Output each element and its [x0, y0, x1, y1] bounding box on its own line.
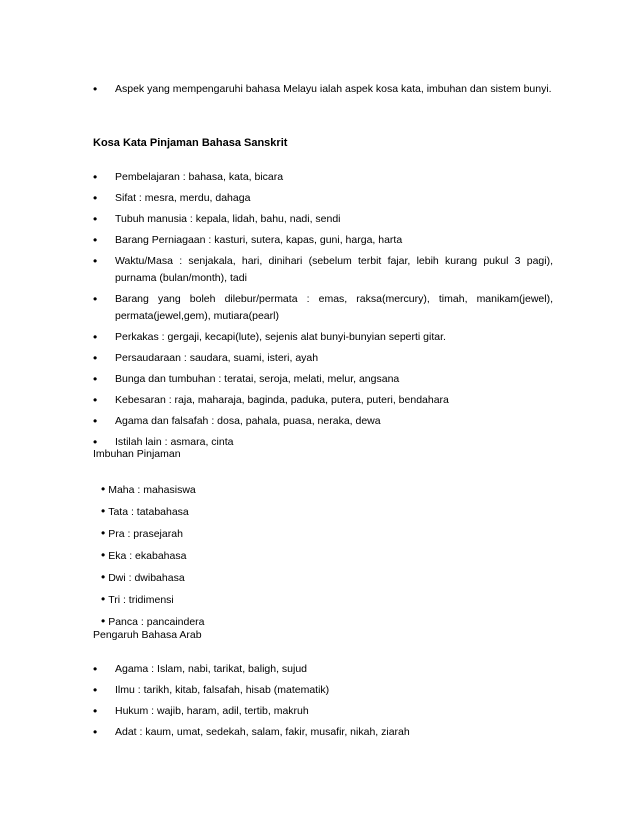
section-heading-arab: Pengaruh Bahasa Arab: [93, 629, 202, 641]
list-item: • Barang yang boleh dilebur/permata : emas, raksa(mercury), timah, manikam(jewel), permata(jewel,gem), mutiara(pearl): [93, 291, 553, 325]
list-item: • Kebesaran : raja, maharaja, baginda, paduka, putera, puteri, bendahara: [93, 392, 553, 409]
sanskrit-list: [93, 169, 553, 455]
intro-list: [93, 81, 553, 102]
list-item: • Tri : tridimensi: [101, 591, 205, 609]
section-heading-imbuhan: Imbuhan Pinjaman: [93, 448, 181, 460]
list-item: • Bunga dan tumbuhan : teratai, seroja, melati, melur, angsana: [93, 371, 553, 388]
list-item: • Barang Perniagaan : kasturi, sutera, kapas, guni, harga, harta: [93, 232, 553, 249]
arab-list: [93, 661, 553, 745]
imbuhan-list: [101, 481, 205, 635]
list-item: • Pembelajaran : bahasa, kata, bicara: [93, 169, 553, 186]
list-item: • Maha : mahasiswa: [101, 481, 205, 499]
list-item: • Aspek yang mempengaruhi bahasa Melayu ialah aspek kosa kata, imbuhan dan sistem bunyi.: [93, 81, 553, 98]
list-item: • Perkakas : gergaji, kecapi(lute), sejenis alat bunyi-bunyian seperti gitar.: [93, 329, 553, 346]
list-item: • Eka : ekabahasa: [101, 547, 205, 565]
section-heading-sanskrit: Kosa Kata Pinjaman Bahasa Sanskrit: [93, 137, 288, 149]
list-item: • Pra : prasejarah: [101, 525, 205, 543]
list-item: • Hukum : wajib, haram, adil, tertib, makruh: [93, 703, 553, 720]
list-item: • Agama : Islam, nabi, tarikat, baligh, sujud: [93, 661, 553, 678]
list-item: • Ilmu : tarikh, kitab, falsafah, hisab (matematik): [93, 682, 553, 699]
list-item: • Tata : tatabahasa: [101, 503, 205, 521]
list-item: • Agama dan falsafah : dosa, pahala, puasa, neraka, dewa: [93, 413, 553, 430]
list-item: • Adat : kaum, umat, sedekah, salam, fakir, musafir, nikah, ziarah: [93, 724, 553, 741]
list-item: • Sifat : mesra, merdu, dahaga: [93, 190, 553, 207]
list-item: • Istilah lain : asmara, cinta: [93, 434, 553, 451]
list-item: • Tubuh manusia : kepala, lidah, bahu, nadi, sendi: [93, 211, 553, 228]
list-item: • Persaudaraan : saudara, suami, isteri, ayah: [93, 350, 553, 367]
list-item: • Dwi : dwibahasa: [101, 569, 205, 587]
list-item: • Panca : pancaindera: [101, 613, 205, 631]
list-item: • Waktu/Masa : senjakala, hari, dinihari (sebelum terbit fajar, lebih kurang pukul 3 pagi), purnama (bulan/month), tadi: [93, 253, 553, 287]
